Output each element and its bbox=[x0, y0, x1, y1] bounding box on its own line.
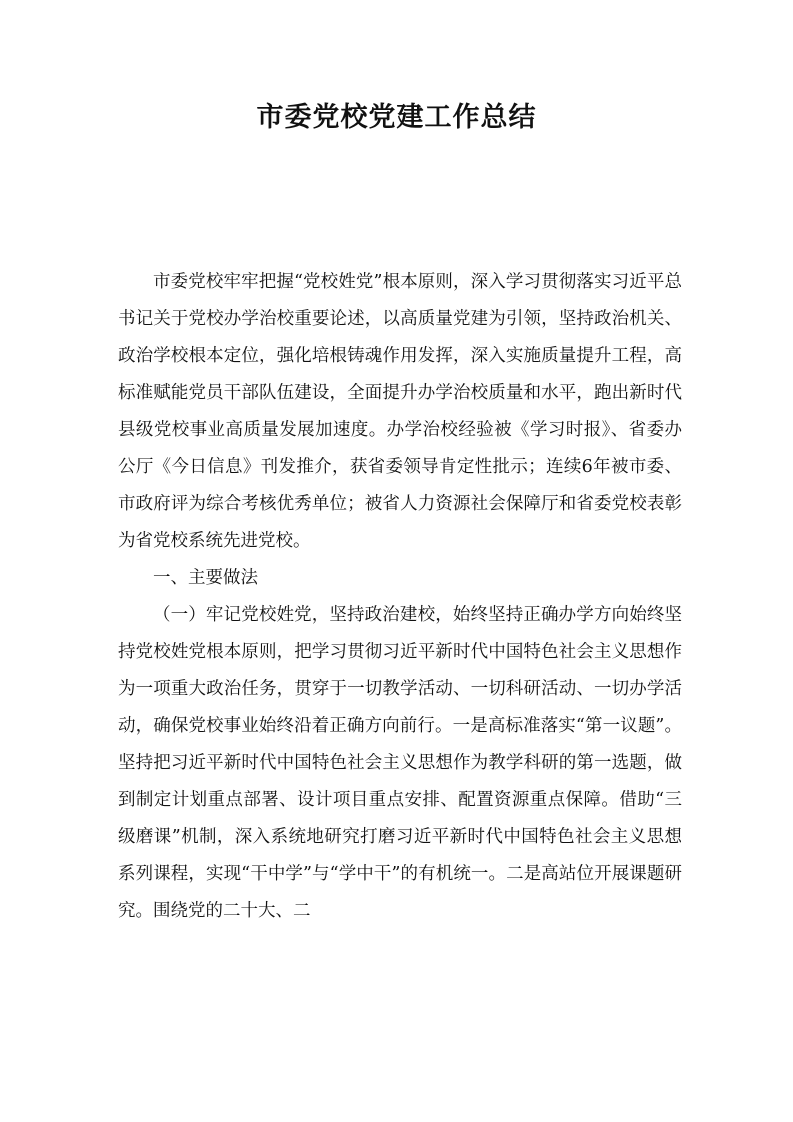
document-title: 市委党校党建工作总结 bbox=[256, 102, 537, 133]
intro-paragraph: 市委党校牢牢把握“党校姓党”根本原则，深入学习贯彻落实习近平总书记关于党校办学治校重要论述，以高质量党建为引领，坚持政治机关、政治学校根本定位，强化培根铸魂作用发挥，深入实施质量提升工程，高标准赋能党员干部队伍建设，全面提升办学治校质量和水平，跑出新时代县级党校事业高质量发展加速度。办学治校经验被《学习时报》、省委办公厅《今日信息》刊发推介，获省委领导肯定性批示；连续6年被市委、市政府评为综合考核优秀单位；被省人力资源社会保障厅和省委党校表彰为省党校系统先进党校。 bbox=[118, 272, 682, 551]
section-heading: 一、主要做法 bbox=[153, 568, 258, 588]
subsection-paragraph: （一）牢记党校姓党，坚持政治建校，始终坚持正确办学方向始终坚持党校姓党根本原则，把学习贯彻习近平新时代中国特色社会主义思想作为一项重大政治任务，贯穿于一切教学活动、一切科研活动、一切办学活动，确保党校事业始终沿着正确方向前行。一是高标准落实“第一议题”。坚持把习近平新时代中国特色社会主义思想作为教学科研的第一选题，做到制定计划重点部署、设计项目重点安排、配置资源重点保障。借助“三级磨课”机制，深入系统地研究打磨习近平新时代中国特色社会主义思想系列课程，实现“干中学”与“学中干”的有机统一。二是高站位开展课题研究。围绕党的二十大、二 bbox=[118, 605, 682, 921]
document-body bbox=[118, 264, 682, 930]
